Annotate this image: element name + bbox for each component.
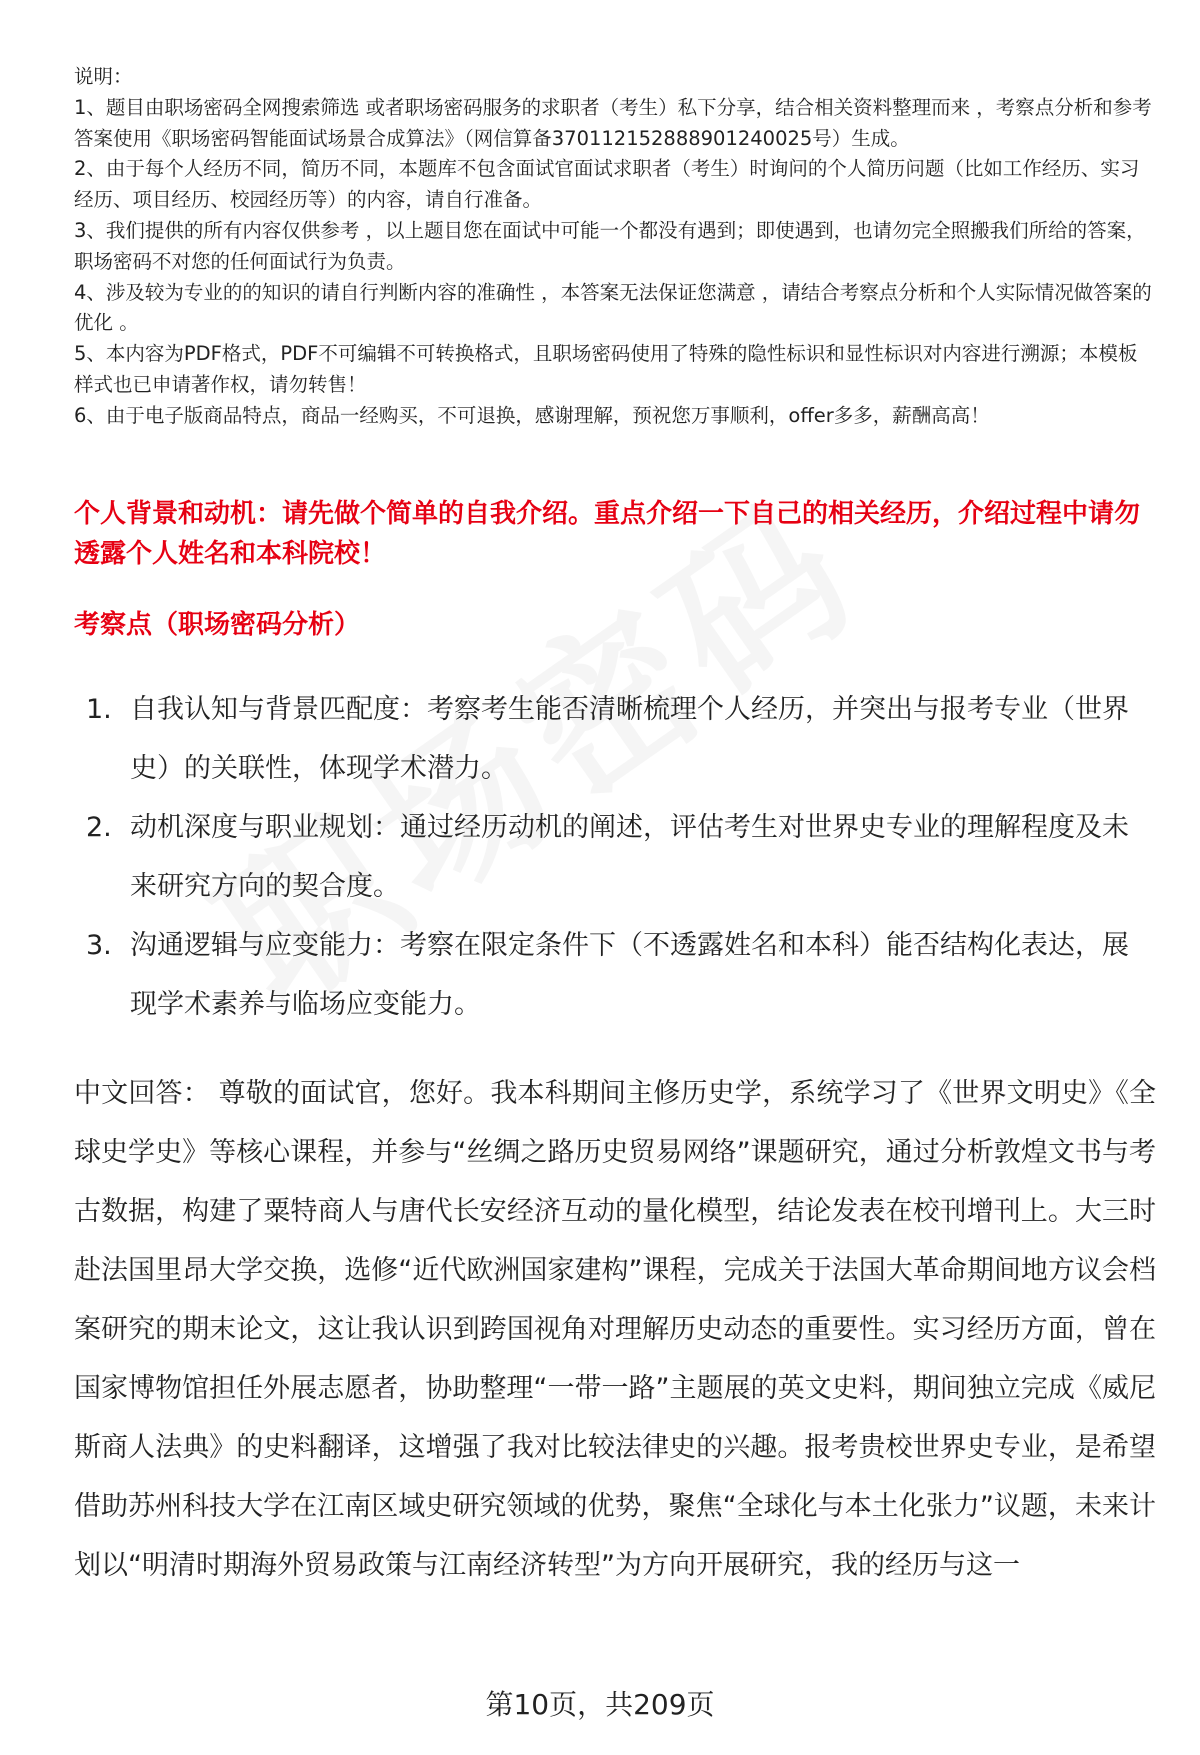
point-text: 自我认知与背景匹配度：考察考生能否清晰梳理个人经历，并突出与报考专业（世界史）的关联性，体现学术潜力。 (130, 694, 1129, 784)
question-title: 个人背景和动机：请先做个简单的自我介绍。重点介绍一下自己的相关经历，介绍过程中请勿透露个人姓名和本科院校！ (74, 499, 1141, 569)
point-number: 2. (86, 812, 112, 843)
analysis-point (80, 798, 1150, 916)
analysis-section-title: 考察点（职场密码分析） (74, 610, 361, 640)
analysis-points (80, 680, 1150, 1034)
note-item: 2、由于每个人经历不同，简历不同，本题库不包含面试官面试求职者（考生）时询问的个人简历问题（比如工作经历、实习经历、项目经历、校园经历等）的内容，请自行准备。 (74, 157, 1140, 212)
answer-text: 中文回答： 尊敬的面试官，您好。我本科期间主修历史学，系统学习了《世界文明史》《全球史学史》等核心课程，并参与“丝绸之路历史贸易网络”课题研究，通过分析敦煌文书与考古数据，构建了粟特商人与唐代长安经济互动的量化模型，结论发表在校刊增刊上。大三时赴法国里昂大学交换，选修“近代欧洲国家建构”课程，完成关于法国大革命期间地方议会档案研究的期末论文，这让我认识到跨国视角对理解历史动态的重要性。实习经历方面，曾在国家博物馆担任外展志愿者，协助整理“一带一路”主题展的英文史料，期间独立完成《威尼斯商人法典》的史料翻译，这增强了我对比较法律史的兴趣。报考贵校世界史专业，是希望借助苏州科技大学在江南区域史研究领域的优势，聚焦“全球化与本土化张力”议题，未来计划以“明清时期海外贸易政策与江南经济转型”为方向开展研究，我的经历与这一 (74, 1078, 1156, 1581)
note-item: 4、涉及较为专业的的知识的请自行判断内容的准确性 ，本答案无法保证您满意 ，请结合考察点分析和个人实际情况做答案的优化 。 (74, 280, 1152, 335)
note-item: 5、本内容为PDF格式，PDF不可编辑不可转换格式，且职场密码使用了特殊的隐性标识和显性标识对内容进行溯源；本模板样式也已申请著作权，请勿转售！ (74, 342, 1138, 396)
point-number: 1. (86, 694, 112, 725)
disclaimer-notes (74, 62, 1154, 432)
page-number: 第10页，共209页 (485, 1688, 715, 1721)
notes-heading: 说明： (74, 65, 133, 88)
analysis-point (80, 916, 1150, 1034)
note-item: 3、我们提供的所有内容仅供参考 ，以上题目您在面试中可能一个都没有遇到；即使遇到，也请勿完全照搬我们所给的答案，职场密码不对您的任何面试行为负责。 (74, 218, 1146, 273)
analysis-point (80, 680, 1150, 798)
note-item: 6、由于电子版商品特点，商品一经购买，不可退换，感谢理解，预祝您万事顺利，offer多多，薪酬高高！ (74, 403, 990, 427)
point-number: 3. (86, 930, 112, 961)
note-item: 1、题目由职场密码全网搜索筛选 或者职场密码服务的求职者（考生）私下分享，结合相关资料整理而来 ，考察点分析和参考答案使用《职场密码智能面试场景合成算法》（网信算备370112152888901240025号）生成。 (74, 95, 1152, 150)
point-text: 沟通逻辑与应变能力：考察在限定条件下（不透露姓名和本科）能否结构化表达，展现学术素养与临场应变能力。 (130, 930, 1129, 1020)
point-text: 动机深度与职业规划：通过经历动机的阐述，评估考生对世界史专业的理解程度及未来研究方向的契合度。 (130, 812, 1129, 902)
